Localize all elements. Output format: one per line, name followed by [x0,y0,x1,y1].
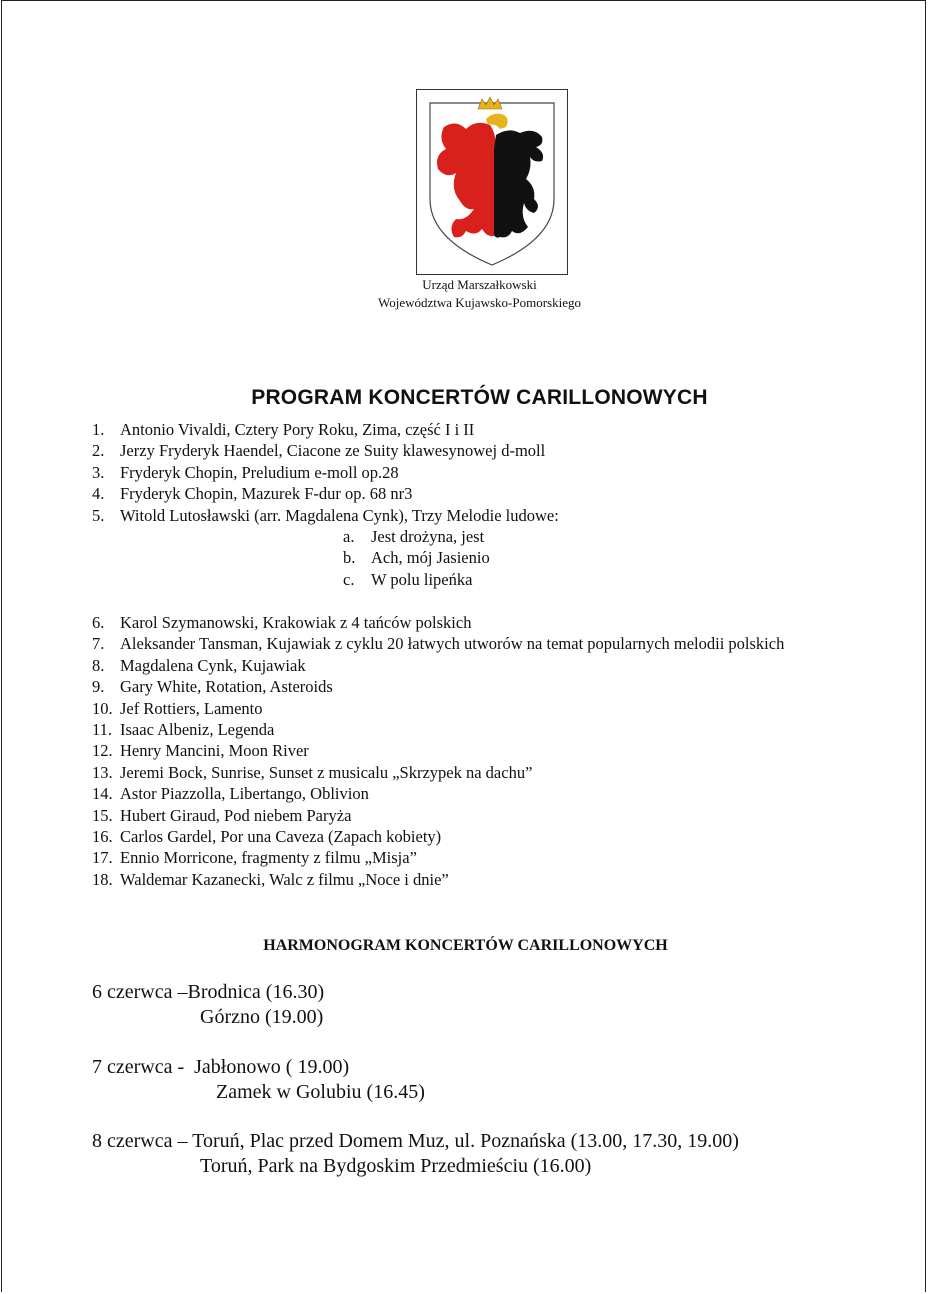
list-item: 12. Henry Mancini, Moon River [92,741,309,761]
office-name-line1: Urząd Marszałkowski [422,277,537,292]
schedule-day1-line1: 6 czerwca –Brodnica (16.30) [92,981,325,1003]
list-item: 4. Fryderyk Chopin, Mazurek F-dur op. 68 nr3 [92,484,413,504]
list-item: 10. Jef Rottiers, Lamento [92,698,263,718]
list-item: 8. Magdalena Cynk, Kujawiak [92,655,306,675]
program-title: PROGRAM KONCERTÓW CARILLONOWYCH [251,386,708,409]
sublist-item: b. Ach, mój Jasienio [343,548,490,568]
list-item: 6. Karol Szymanowski, Krakowiak z 4 tańców polskich [92,613,472,632]
list-item: 16. Carlos Gardel, Por una Caveza (Zapach kobiety) [92,827,442,847]
schedule-day2-line2: Zamek w Golubiu (16.45) [216,1081,425,1103]
list-item: 7. Aleksander Tansman, Kujawiak z cyklu 20 łatwych utworów na temat popularnych melodii polskich [92,634,785,654]
list-item: 13. Jeremi Bock, Sunrise, Sunset z musicalu „Skrzypek na dachu” [92,762,533,782]
schedule-day3-line1: 8 czerwca – Toruń, Plac przed Domem Muz, ul. Poznańska (13.00, 17.30, 19.00) [92,1130,739,1152]
melodies-sublist [343,526,490,590]
schedule-day1-line2: Górzno (19.00) [200,1006,324,1028]
list-item: 18. Waldemar Kazanecki, Walc z filmu „Noce i dnie” [92,869,449,889]
sublist-item: a. Jest drożyna, jest [343,527,485,546]
list-item: 5. Witold Lutosławski (arr. Magdalena Cynk), Trzy Melodie ludowe: [92,505,559,525]
schedule-day3-line2: Toruń, Park na Bydgoskim Przedmieściu (16.00) [200,1155,592,1177]
list-item: 14. Astor Piazzolla, Libertango, Oblivion [92,784,369,804]
coat-of-arms-griffin-icon [416,89,568,275]
document-page [1,0,926,1292]
list-item: 9. Gary White, Rotation, Asteroids [92,677,333,697]
list-item: 11. Isaac Albeniz, Legenda [92,720,275,740]
list-item: 1. Antonio Vivaldi, Cztery Pory Roku, Zima, część I i II [92,420,475,439]
list-item: 3. Fryderyk Chopin, Preludium e-moll op.28 [92,462,399,482]
list-item: 2. Jerzy Fryderyk Haendel, Ciacone ze Suity klawesynowej d-moll [92,441,546,461]
schedule-day2-line1: 7 czerwca - Jabłonowo ( 19.00) [92,1056,350,1078]
sublist-item: c. W polu lipeńka [343,569,473,589]
schedule-title: HARMONOGRAM KONCERTÓW CARILLONOWYCH [263,937,668,954]
list-item: 15. Hubert Giraud, Pod niebem Paryża [92,805,352,825]
program-list-part2 [92,612,842,890]
program-list-part1 [92,419,842,526]
office-name-line2: Województwa Kujawsko-Pomorskiego [378,295,581,310]
list-item: 17. Ennio Morricone, fragmenty z filmu „Misja” [92,848,417,868]
